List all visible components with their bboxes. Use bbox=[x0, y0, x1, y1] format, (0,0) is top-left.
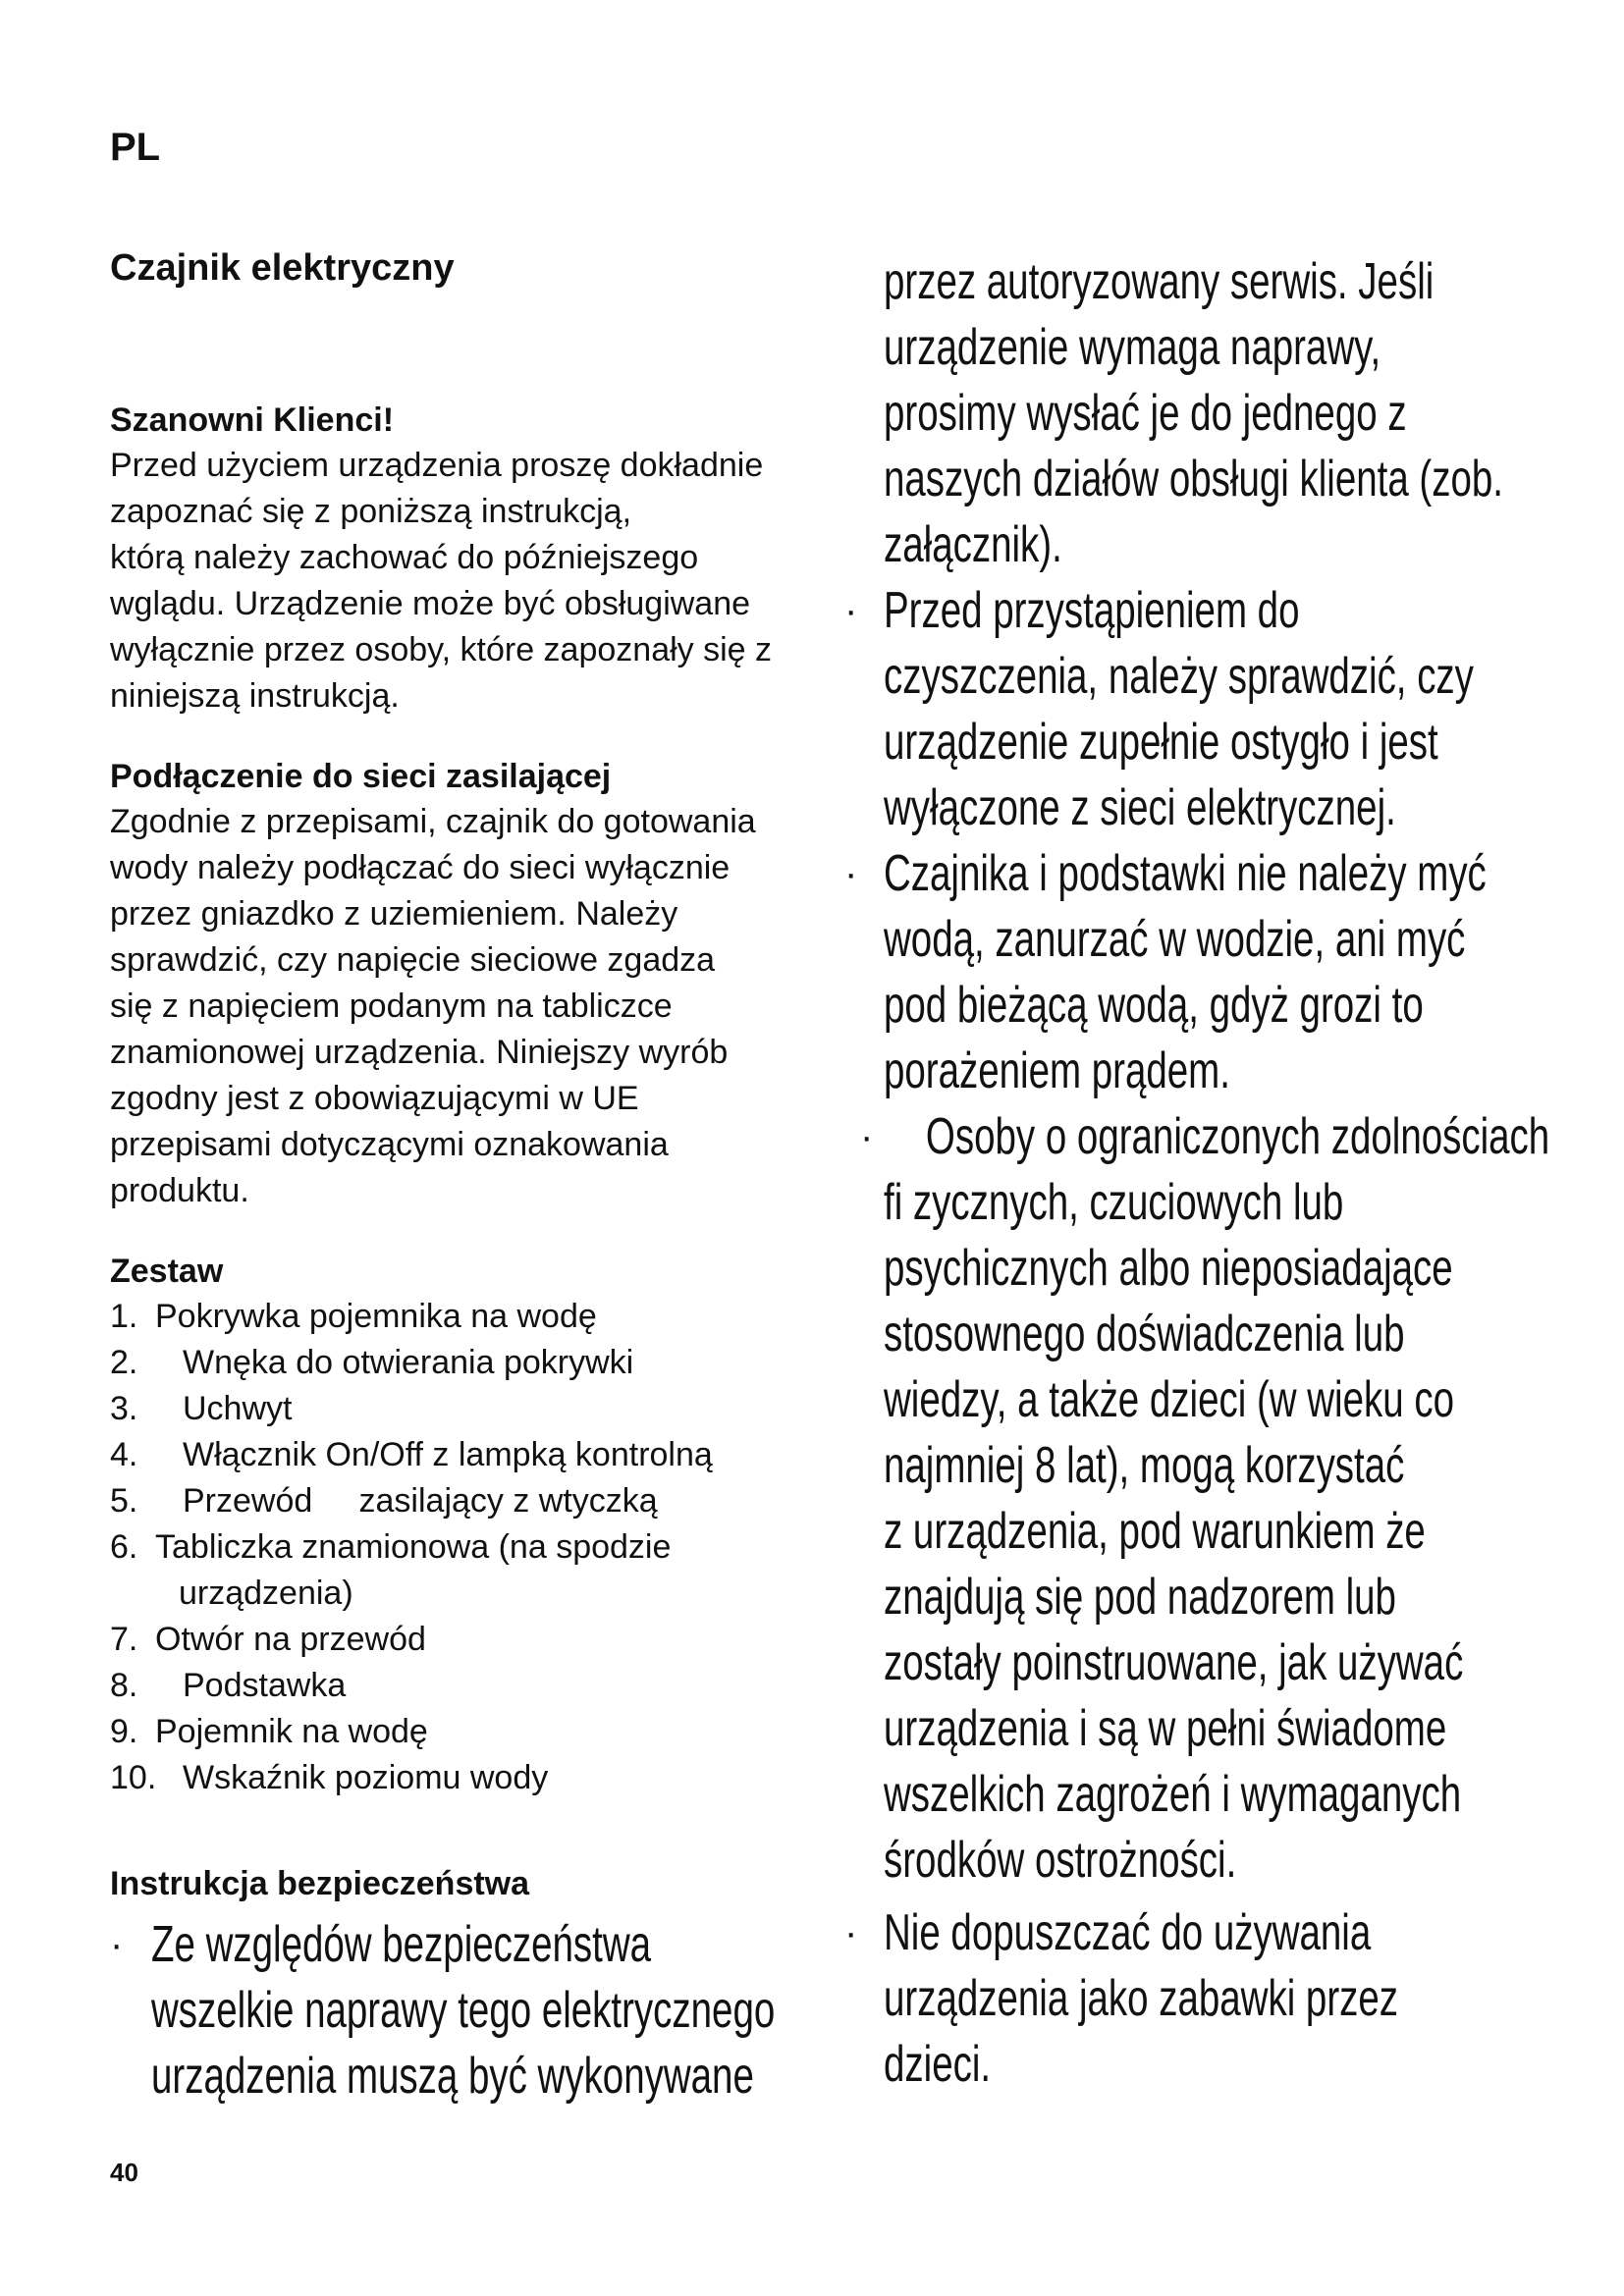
power-line: zgodny jest z obowiązującymi w UE bbox=[110, 1080, 639, 1117]
safety-heading: Instrukcja bezpieczeństwa bbox=[110, 1865, 530, 1902]
power-line: znamionowej urządzenia. Niniejszy wyrób bbox=[110, 1034, 729, 1071]
list-item: 10. Wskaźnik poziomu wody bbox=[110, 1759, 549, 1796]
intro-line: wyłącznie przez osoby, które zapoznały się z bbox=[110, 631, 773, 668]
bullet-marker: · bbox=[844, 1911, 858, 1954]
safety-bullet-3: Czajnika i podstawki nie należy myć wodą, zanurzać w wodzie, ani myć pod bieżącą wodą, gdyż grozi to porażeniem prądem. bbox=[884, 845, 1487, 1099]
list-item: 5. Przewód zasilający z wtyczką bbox=[110, 1482, 658, 1520]
intro-line: wglądu. Urządzenie może być obsługiwane bbox=[110, 585, 751, 622]
list-item: 1. Pokrywka pojemnika na wodę bbox=[110, 1298, 597, 1335]
intro-line: którą należy zachować do późniejszego bbox=[110, 539, 699, 576]
power-heading: Podłączenie do sieci zasilającej bbox=[110, 758, 612, 795]
list-item: 6. Tabliczka znamionowa (na spodzie urządzenia) bbox=[110, 1528, 672, 1612]
language-code: PL bbox=[110, 126, 161, 169]
power-text bbox=[110, 799, 797, 1214]
power-line: przez gniazdko z uziemieniem. Należy bbox=[110, 895, 678, 933]
kit-heading: Zestaw bbox=[110, 1253, 224, 1290]
list-item: 7. Otwór na przewód bbox=[110, 1621, 426, 1658]
bullet-marker: · bbox=[860, 1115, 874, 1158]
power-line: się z napięciem podanym na tabliczce bbox=[110, 988, 673, 1025]
power-line: sprawdzić, czy napięcie sieciowe zgadza bbox=[110, 941, 716, 979]
intro-text bbox=[110, 443, 797, 720]
bullet-marker: · bbox=[844, 852, 858, 895]
safety-bullet-1-continued: przez autoryzowany serwis. Jeśli urządzenie wymaga naprawy, prosimy wysłać je do jednego z naszych działów obsługi klienta (zob. załącznik). bbox=[884, 253, 1503, 573]
safety-bullet-2: Przed przystąpieniem do czyszczenia, należy sprawdzić, czy urządzenie zupełnie ostygło i jest wyłączone z sieci elektrycznej. bbox=[884, 582, 1474, 836]
kit-list bbox=[110, 1294, 797, 1801]
intro-line: niniejszą instrukcją. bbox=[110, 677, 400, 715]
list-item: 3. Uchwyt bbox=[110, 1390, 293, 1427]
list-item: 2. Wnęka do otwierania pokrywki bbox=[110, 1344, 634, 1381]
list-item: 9. Pojemnik na wodę bbox=[110, 1713, 428, 1750]
power-line: wody należy podłączać do sieci wyłącznie bbox=[110, 849, 731, 886]
safety-bullet-4: Osoby o ograniczonych zdolnościach fi zycznych, czuciowych lub psychicznych albo nieposiadające stosownego doświadczenia lub wiedzy, a także dzieci (w wieku co najmniej 8 lat), mogą korzystać z urządzenia, pod warunkiem że znajdują się pod nadzorem lub zostały poinstruowane, jak używać urządzenia i są w pełni świadome wszelkich zagrożeń i wymaganych środków ostrożności. bbox=[884, 1108, 1550, 1889]
power-line: przepisami dotyczącymi oznakowania bbox=[110, 1126, 669, 1163]
power-line: produktu. bbox=[110, 1172, 249, 1209]
kit-section bbox=[110, 1249, 797, 1801]
intro-line: Przed użyciem urządzenia proszę dokładnie bbox=[110, 447, 764, 484]
page-number: 40 bbox=[110, 2158, 138, 2187]
power-section bbox=[110, 754, 797, 1214]
document-title: Czajnik elektryczny bbox=[110, 247, 455, 289]
intro-section bbox=[110, 398, 797, 720]
list-item: 4. Włącznik On/Off z lampką kontrolną bbox=[110, 1436, 713, 1473]
list-item: 8. Podstawka bbox=[110, 1667, 347, 1704]
bullet-marker: · bbox=[110, 1923, 124, 1966]
power-line: Zgodnie z przepisami, czajnik do gotowania bbox=[110, 803, 756, 840]
safety-bullet-1: Ze względów bezpieczeństwa wszelkie naprawy tego elektrycznego urządzenia muszą być wykonywane bbox=[151, 1916, 776, 2105]
intro-line: zapoznać się z poniższą instrukcją, bbox=[110, 493, 632, 530]
bullet-marker: · bbox=[844, 589, 858, 632]
safety-bullet-5: Nie dopuszczać do używania urządzenia jako zabawki przez dzieci. bbox=[884, 1904, 1399, 2093]
intro-heading: Szanowni Klienci! bbox=[110, 401, 395, 439]
